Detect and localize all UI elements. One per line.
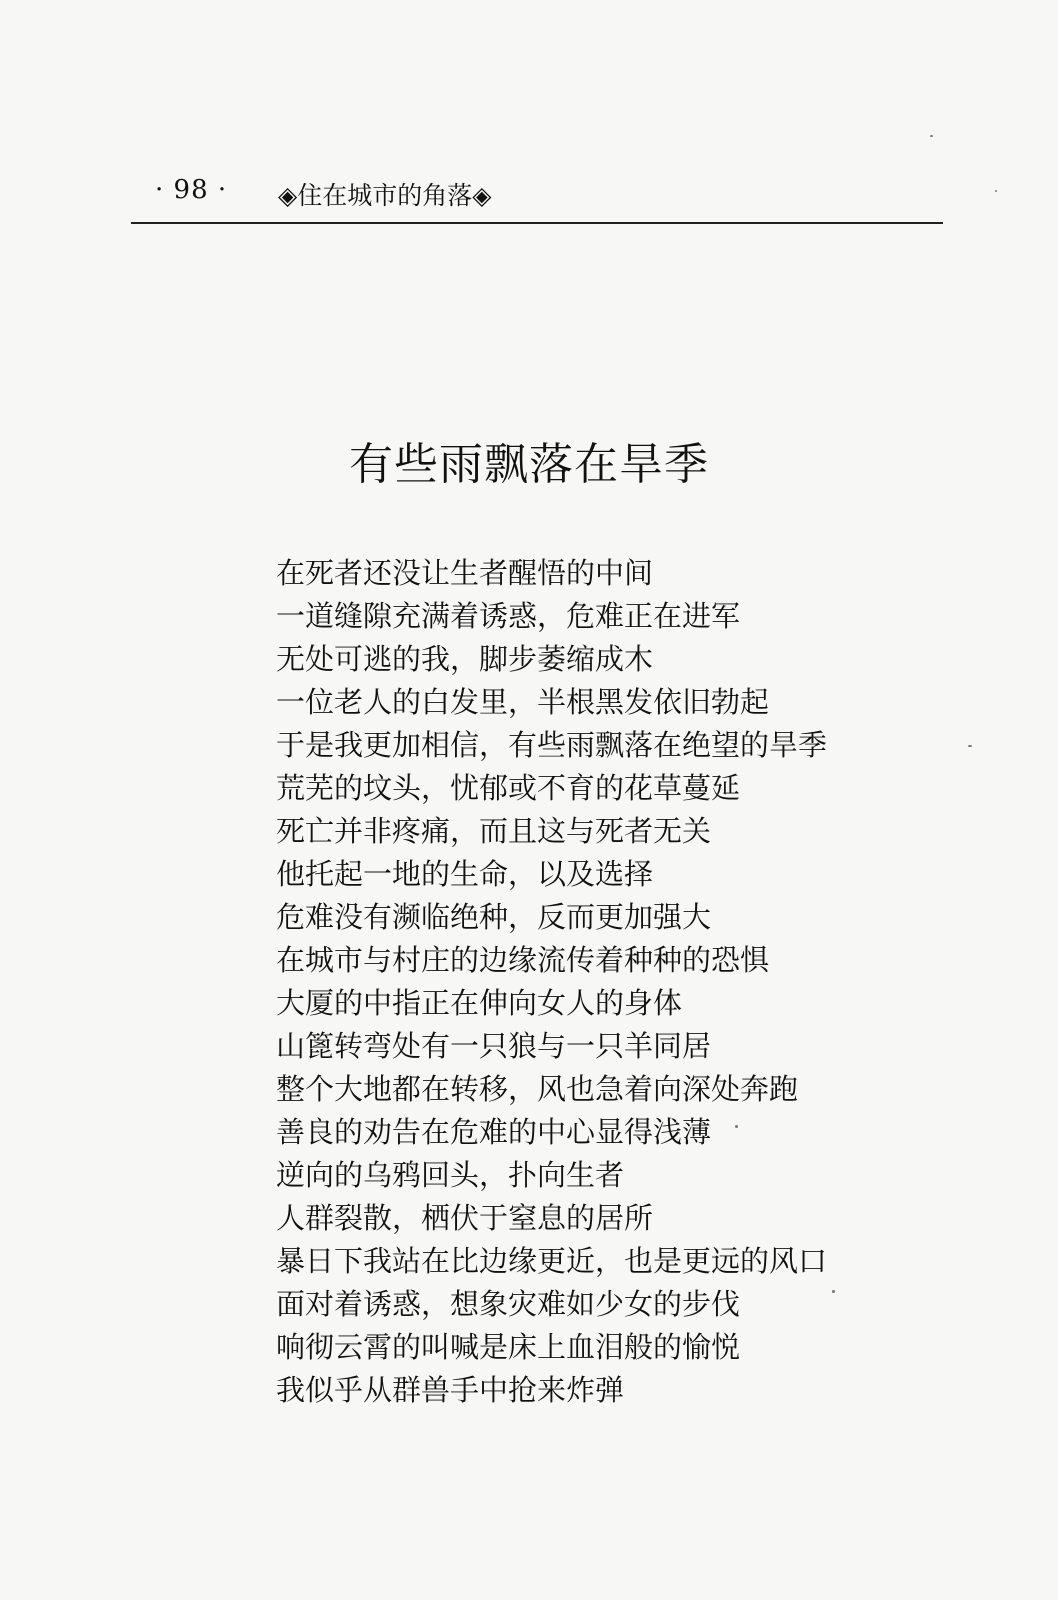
poem-line: 于是我更加相信，有些雨飘落在绝望的旱季 bbox=[276, 728, 828, 762]
scan-speck bbox=[968, 745, 972, 747]
poem-line: 荒芜的坟头，忧郁或不育的花草蔓延 bbox=[276, 771, 741, 805]
poem-line: 善良的劝告在危难的中心显得浅薄 bbox=[276, 1115, 712, 1149]
scan-speck bbox=[735, 1125, 738, 1128]
poem-line: 危难没有濒临绝种，反而更加强大 bbox=[276, 900, 712, 934]
poem-line: 逆向的乌鸦回头，扑向生者 bbox=[276, 1158, 625, 1192]
poem-line: 死亡并非疼痛，而且这与死者无关 bbox=[276, 814, 712, 848]
poem-line: 一道缝隙充满着诱惑，危难正在进军 bbox=[276, 599, 741, 633]
poem-line: 在城市与村庄的边缘流传着种种的恐惧 bbox=[276, 943, 770, 977]
poem-line: 一位老人的白发里，半根黑发依旧勃起 bbox=[276, 685, 770, 719]
poem-line: 暴日下我站在比边缘更近，也是更远的风口 bbox=[276, 1244, 828, 1278]
poem-line: 面对着诱惑，想象灾难如少女的步伐 bbox=[276, 1287, 741, 1321]
poem-title: 有些雨飘落在旱季 bbox=[349, 439, 709, 490]
poem-line: 响彻云霄的叫喊是床上血泪般的愉悦 bbox=[276, 1330, 741, 1364]
scan-speck bbox=[832, 1290, 835, 1293]
poem-line: 大厦的中指正在伸向女人的身体 bbox=[276, 986, 683, 1020]
header-rule bbox=[131, 222, 943, 224]
poem-line: 我似乎从群兽手中抢来炸弹 bbox=[276, 1373, 625, 1407]
poem-line: 无处可逃的我，脚步萎缩成木 bbox=[276, 642, 654, 676]
poem-line: 人群裂散，栖伏于窒息的居所 bbox=[276, 1201, 654, 1235]
scan-speck bbox=[930, 135, 933, 137]
poem-line: 山篦转弯处有一只狼与一只羊同居 bbox=[276, 1029, 712, 1063]
page-number: · 98 · bbox=[155, 175, 228, 205]
poem-line: 整个大地都在转移，风也急着向深处奔跑 bbox=[276, 1072, 799, 1106]
scan-speck bbox=[995, 190, 997, 192]
poem-line: 在死者还没让生者醒悟的中间 bbox=[276, 556, 654, 590]
running-head: ◈住在城市的角落◈ bbox=[278, 181, 492, 210]
poem-body bbox=[276, 552, 896, 1412]
poem-line: 他托起一地的生命，以及选择 bbox=[276, 857, 654, 891]
